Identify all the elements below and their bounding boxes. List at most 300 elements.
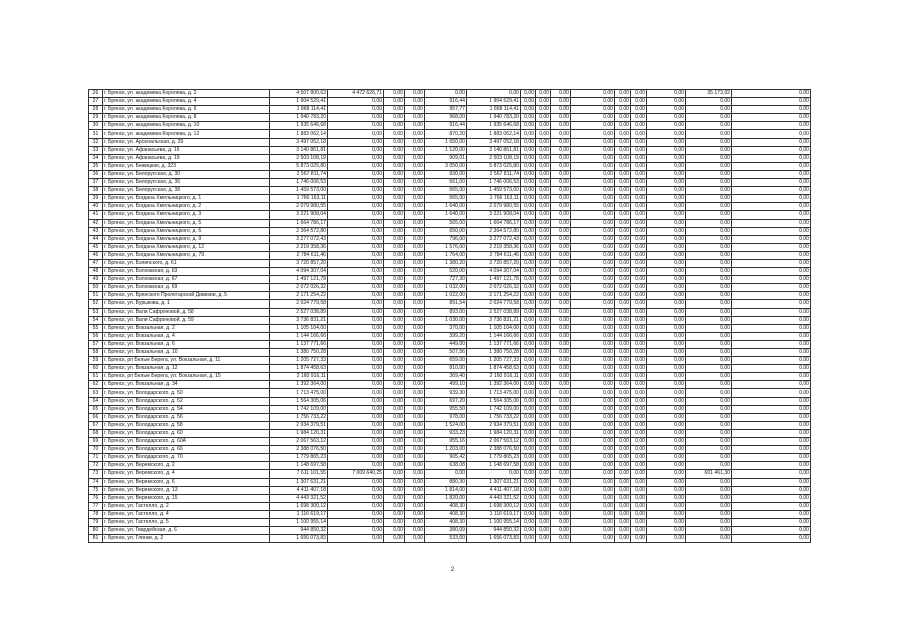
amount-cell: 1 380 750,28 [467,349,521,357]
amount-cell: 0,00 [536,284,551,292]
amount-cell: 0,00 [536,114,551,122]
amount-cell: 0,00 [631,340,647,348]
amount-cell: 0,00 [686,438,732,446]
amount-cell: 0,00 [384,203,405,211]
amount-cell: 0,00 [647,429,686,437]
amount-cell: 0,00 [686,527,732,535]
table-row [89,429,811,437]
table-row [89,462,811,470]
amount-cell: 0,00 [328,340,384,348]
address-cell: г. Брянск, ул. Володарского, д. 70 [103,454,270,462]
row-number-cell: 40 [89,203,103,211]
row-number-cell: 73 [89,470,103,478]
amount-cell: 0,00 [521,308,536,316]
amount-cell: 0,00 [631,535,647,543]
row-number-cell: 68 [89,429,103,437]
amount-cell: 3 736 831,21 [467,316,521,324]
table-row [89,486,811,494]
amount-cell: 0,00 [647,114,686,122]
amount-cell: 0,00 [732,462,811,470]
amount-cell: 0,00 [384,518,405,526]
amount-cell: 0,00 [405,349,425,357]
amount-cell: 0,00 [521,268,536,276]
row-number-cell: 47 [89,259,103,267]
amount-cell: 0,00 [732,389,811,397]
amount-cell: 0,00 [647,324,686,332]
amount-cell: 0,00 [615,187,631,195]
amount-cell: 2 160 916,11 [467,373,521,381]
amount-cell: 565,00 [425,219,467,227]
table-row [89,122,811,130]
amount-cell: 0,00 [521,187,536,195]
amount-cell: 1 105 104,00 [270,324,328,332]
amount-cell: 0,00 [536,90,551,98]
amount-cell: 0,00 [631,462,647,470]
amount-cell: 0,00 [647,162,686,170]
table-row [89,413,811,421]
amount-cell: 0,00 [732,154,811,162]
amount-cell: 0,00 [615,510,631,518]
amount-cell: 0,00 [551,130,571,138]
amount-cell: 1 713 475,00 [270,389,328,397]
amount-cell: 0,00 [732,486,811,494]
amount-cell: 0,00 [571,518,615,526]
amount-cell: 0,00 [647,510,686,518]
amount-cell: 380,09 [425,527,467,535]
amount-cell: 0,00 [405,429,425,437]
amount-cell: 0,00 [686,349,732,357]
amount-cell: 1 935 646,68 [467,122,521,130]
amount-cell: 0,00 [405,195,425,203]
amount-cell: 0,00 [615,365,631,373]
amount-cell: 0,00 [551,373,571,381]
amount-cell: 0,00 [405,486,425,494]
amount-cell: 4 094 307,04 [270,268,328,276]
amount-cell: 0,00 [384,397,405,405]
amount-cell: 0,00 [536,308,551,316]
amount-cell: 0,00 [521,243,536,251]
amount-cell: 0,00 [571,300,615,308]
amount-cell: 0,00 [571,276,615,284]
amount-cell: 0,00 [571,389,615,397]
amount-cell: 0,00 [647,90,686,98]
amount-cell: 0,00 [631,114,647,122]
amount-cell: 0,00 [521,98,536,106]
row-number-cell: 44 [89,235,103,243]
amount-cell: 0,00 [615,324,631,332]
amount-cell: 0,00 [686,284,732,292]
row-number-cell: 70 [89,446,103,454]
amount-cell: 0,00 [686,235,732,243]
amount-cell: 0,00 [647,438,686,446]
row-number-cell: 75 [89,486,103,494]
row-number-cell: 57 [89,340,103,348]
amount-cell: 0,00 [647,300,686,308]
amount-cell: 1 116 619,17 [467,510,521,518]
amount-cell: 0,00 [732,138,811,146]
amount-cell: 0,00 [328,518,384,526]
amount-cell: 0,00 [521,235,536,243]
row-number-cell: 78 [89,510,103,518]
amount-cell: 0,00 [384,300,405,308]
amount-cell: 0,00 [536,268,551,276]
amount-cell: 1 100 955,14 [270,518,328,526]
amount-cell: 0,00 [571,510,615,518]
amount-cell: 0,00 [732,405,811,413]
row-number-cell: 66 [89,413,103,421]
amount-cell: 0,00 [615,122,631,130]
amount-cell: 0,00 [405,203,425,211]
amount-cell: 565,00 [425,195,467,203]
amount-cell: 2 079 980,55 [270,203,328,211]
amount-cell: 1 148 697,58 [270,462,328,470]
amount-cell: 1 137 771,66 [467,340,521,348]
table-row [89,227,811,235]
amount-cell: 1 524,00 [425,421,467,429]
amount-cell: 0,00 [732,478,811,486]
amount-cell: 0,00 [732,510,811,518]
amount-cell: 0,00 [384,324,405,332]
amount-cell: 0,00 [521,195,536,203]
amount-cell: 1 883 062,14 [467,130,521,138]
amount-cell: 0,00 [328,454,384,462]
address-cell: г. Брянск, ул. академика Королева, д. 6 [103,106,270,114]
amount-cell: 0,00 [571,170,615,178]
document-sheet [88,89,811,543]
amount-cell: 0,00 [631,413,647,421]
table-row [89,106,811,114]
address-cell: г. Брянск, ул. Веремского, д. 15 [103,494,270,502]
address-cell: г. Брянск, ул. Вокзальная, д. 10 [103,349,270,357]
amount-cell: 4 411 407,18 [270,486,328,494]
amount-cell: 0,00 [521,518,536,526]
amount-cell: 0,00 [551,300,571,308]
address-cell: г. Брянск, рп Белые Берега, ул. Вокзальная, д. 11 [103,357,270,365]
amount-cell: 0,00 [405,478,425,486]
amount-cell: 2 160 916,11 [270,373,328,381]
amount-cell: 1 756 733,22 [270,413,328,421]
amount-cell: 0,00 [686,316,732,324]
amount-cell: 0,00 [732,332,811,340]
amount-cell: 0,00 [405,292,425,300]
amount-cell: 0,00 [536,324,551,332]
amount-cell: 0,00 [615,146,631,154]
amount-cell: 0,00 [405,122,425,130]
address-cell: г. Брянск, ул. Володарского, д. 56 [103,413,270,421]
amount-cell: 1 904 529,41 [467,98,521,106]
table-row [89,438,811,446]
amount-cell: 0,00 [328,413,384,421]
amount-cell: 0,00 [732,195,811,203]
amount-cell: 0,00 [536,462,551,470]
row-number-cell: 60 [89,365,103,373]
amount-cell: 3 221 908,04 [467,211,521,219]
amount-cell: 0,00 [384,243,405,251]
amount-cell: 0,00 [647,340,686,348]
amount-cell: 0,00 [384,187,405,195]
amount-cell: 0,00 [647,219,686,227]
address-cell: г. Брянск, ул. академика Королева, д. 8 [103,114,270,122]
amount-cell: 2 024 779,58 [270,300,328,308]
amount-cell: 0,00 [571,324,615,332]
amount-cell: 0,00 [631,227,647,235]
amount-cell: 0,00 [615,429,631,437]
amount-cell: 3 720 857,20 [270,259,328,267]
amount-cell: 1 307 631,21 [270,478,328,486]
address-cell: г. Брянск, ул. Володарского, д. 60 [103,429,270,437]
address-cell: г. Брянск, ул. Володарского, д. 50 [103,389,270,397]
amount-cell: 0,00 [686,138,732,146]
amount-cell: 0,00 [467,470,521,478]
amount-cell: 0,00 [521,389,536,397]
amount-cell: 0,00 [328,259,384,267]
amount-cell: 0,00 [551,243,571,251]
amount-cell: 0,00 [732,243,811,251]
amount-cell: 3 277 072,43 [270,235,328,243]
amount-cell: 0,00 [384,429,405,437]
amount-cell: 0,00 [521,454,536,462]
amount-cell: 0,00 [631,324,647,332]
amount-cell: 0,00 [384,162,405,170]
amount-cell: 0,00 [536,219,551,227]
amount-cell: 0,00 [615,243,631,251]
amount-cell: 0,00 [686,332,732,340]
amount-cell: 0,00 [328,429,384,437]
row-number-cell: 50 [89,284,103,292]
amount-cell: 0,00 [521,219,536,227]
amount-cell: 0,00 [536,98,551,106]
amount-cell: 0,00 [384,357,405,365]
amount-cell: 0,00 [732,413,811,421]
amount-cell: 0,00 [571,446,615,454]
amount-cell: 0,00 [647,454,686,462]
amount-cell: 0,00 [551,138,571,146]
amount-cell: 0,00 [571,268,615,276]
address-cell: г. Брянск, ул. Богдана Хмельницкого, д. 79 [103,251,270,259]
row-number-cell: 72 [89,462,103,470]
amount-cell: 0,00 [405,211,425,219]
amount-cell: 0,00 [521,324,536,332]
amount-cell: 0,00 [647,470,686,478]
amount-cell: 0,00 [631,308,647,316]
table-row [89,195,811,203]
amount-cell: 0,00 [551,259,571,267]
amount-cell: 0,00 [405,389,425,397]
amount-cell: 1 664 786,17 [467,219,521,227]
amount-cell: 0,00 [328,324,384,332]
amount-cell: 0,00 [631,187,647,195]
amount-cell: 0,00 [328,389,384,397]
amount-cell: 968,00 [425,114,467,122]
amount-cell: 0,00 [686,413,732,421]
amount-cell: 0,00 [631,276,647,284]
amount-cell: 0,00 [384,365,405,373]
amount-cell: 1 380,20 [425,259,467,267]
amount-cell: 0,00 [521,470,536,478]
amount-cell: 0,00 [551,340,571,348]
amount-cell: 0,00 [647,494,686,502]
address-cell: г. Брянск, ул. Афанасьева, д. 19 [103,154,270,162]
amount-cell: 369,40 [425,373,467,381]
amount-cell: 0,00 [615,486,631,494]
amount-cell: 0,00 [686,494,732,502]
amount-cell: 0,00 [686,154,732,162]
amount-cell: 0,00 [328,98,384,106]
table-row [89,219,811,227]
amount-cell: 0,00 [384,389,405,397]
amount-cell: 0,00 [536,130,551,138]
amount-cell: 0,00 [631,122,647,130]
amount-cell: 0,00 [615,284,631,292]
amount-cell: 0,00 [536,405,551,413]
amount-cell: 0,00 [384,235,405,243]
amount-cell: 0,00 [384,90,405,98]
row-number-cell: 56 [89,332,103,340]
amount-cell: 0,00 [536,106,551,114]
amount-cell: 650,00 [425,227,467,235]
amount-cell: 1 746 006,53 [270,179,328,187]
amount-cell: 0,00 [631,518,647,526]
row-number-cell: 49 [89,276,103,284]
amount-cell: 0,00 [571,122,615,130]
amount-cell: 0,00 [521,413,536,421]
amount-cell: 0,00 [551,316,571,324]
amount-cell: 0,00 [686,478,732,486]
row-number-cell: 38 [89,187,103,195]
amount-cell: 0,00 [425,470,467,478]
amount-cell: 0,00 [732,235,811,243]
amount-cell: 0,00 [647,138,686,146]
amount-cell: 1 940 783,20 [270,114,328,122]
amount-cell: 0,00 [571,106,615,114]
amount-cell: 0,00 [405,454,425,462]
amount-cell: 0,00 [551,219,571,227]
amount-cell: 0,00 [686,227,732,235]
amount-cell: 0,00 [551,397,571,405]
amount-cell: 0,00 [536,146,551,154]
amount-cell: 0,00 [732,114,811,122]
amount-cell: 0,00 [405,162,425,170]
amount-cell: 0,00 [551,122,571,130]
amount-cell: 0,00 [551,413,571,421]
amount-cell: 2 171 254,22 [467,292,521,300]
amount-cell: 0,00 [631,397,647,405]
amount-cell: 0,00 [686,397,732,405]
amount-cell: 408,30 [425,510,467,518]
amount-cell: 0,00 [384,308,405,316]
amount-cell: 1 640,00 [425,203,467,211]
amount-cell: 0,00 [405,462,425,470]
amount-cell: 905,42 [425,454,467,462]
amount-cell: 1 742 109,00 [467,405,521,413]
amount-cell: 0,00 [732,98,811,106]
row-number-cell: 32 [89,138,103,146]
amount-cell: 0,00 [615,292,631,300]
amount-cell: 533,00 [425,535,467,543]
amount-cell: 0,00 [405,381,425,389]
row-number-cell: 34 [89,154,103,162]
address-cell: г. Брянск, ул. Богдана Хмельницкого, д. 1 [103,195,270,203]
amount-cell: 1 656 073,83 [467,535,521,543]
amount-cell: 0,00 [536,211,551,219]
table-row [89,502,811,510]
row-number-cell: 81 [89,535,103,543]
amount-cell: 0,00 [615,349,631,357]
amount-cell: 0,00 [732,146,811,154]
amount-cell: 0,00 [571,332,615,340]
amount-cell: 370,00 [425,324,467,332]
amount-cell: 0,00 [571,162,615,170]
amount-cell: 0,00 [571,494,615,502]
amount-cell: 0,00 [521,357,536,365]
amount-cell: 2 527 038,89 [467,308,521,316]
amount-cell: 0,00 [551,154,571,162]
amount-cell: 0,00 [686,308,732,316]
amount-cell: 0,00 [405,98,425,106]
amount-cell: 0,00 [647,397,686,405]
amount-cell: 0,00 [647,316,686,324]
amount-cell: 0,00 [647,203,686,211]
amount-cell: 0,00 [571,405,615,413]
amount-cell: 0,00 [384,219,405,227]
amount-cell: 0,00 [615,446,631,454]
amount-cell: 1 764,00 [425,251,467,259]
amount-cell: 0,00 [631,106,647,114]
amount-cell: 0,00 [551,187,571,195]
amount-cell: 0,00 [732,284,811,292]
amount-cell: 408,30 [425,518,467,526]
table-row [89,138,811,146]
amount-cell: 0,00 [631,284,647,292]
amount-cell: 565,00 [425,187,467,195]
amount-cell: 0,00 [571,454,615,462]
amount-cell: 0,00 [405,510,425,518]
amount-cell: 2 364 572,80 [467,227,521,235]
row-number-cell: 53 [89,308,103,316]
amount-cell: 0,00 [647,421,686,429]
amount-cell: 0,00 [467,90,521,98]
amount-cell: 0,00 [615,154,631,162]
amount-cell: 0,00 [647,259,686,267]
amount-cell: 0,00 [521,494,536,502]
amount-cell: 0,00 [571,535,615,543]
table-row [89,114,811,122]
amount-cell: 0,00 [686,98,732,106]
amount-cell: 0,00 [686,122,732,130]
row-number-cell: 55 [89,324,103,332]
amount-cell: 2 079 980,55 [467,203,521,211]
amount-cell: 0,00 [732,122,811,130]
amount-cell: 0,00 [647,170,686,178]
amount-cell: 0,00 [328,332,384,340]
amount-cell: 0,00 [405,114,425,122]
amount-cell: 0,00 [647,235,686,243]
amount-cell: 0,00 [384,227,405,235]
amount-cell: 0,00 [521,349,536,357]
table-row [89,203,811,211]
row-number-cell: 28 [89,106,103,114]
amount-cell: 0,00 [551,365,571,373]
amount-cell: 0,00 [631,292,647,300]
amount-cell: 1 459 573,00 [467,187,521,195]
amount-cell: 0,00 [405,268,425,276]
amount-cell: 0,00 [686,454,732,462]
amount-cell: 0,00 [536,179,551,187]
amount-cell: 0,00 [405,316,425,324]
amount-cell: 1 756 733,22 [467,413,521,421]
amount-cell: 0,00 [571,90,615,98]
amount-cell: 0,00 [521,340,536,348]
